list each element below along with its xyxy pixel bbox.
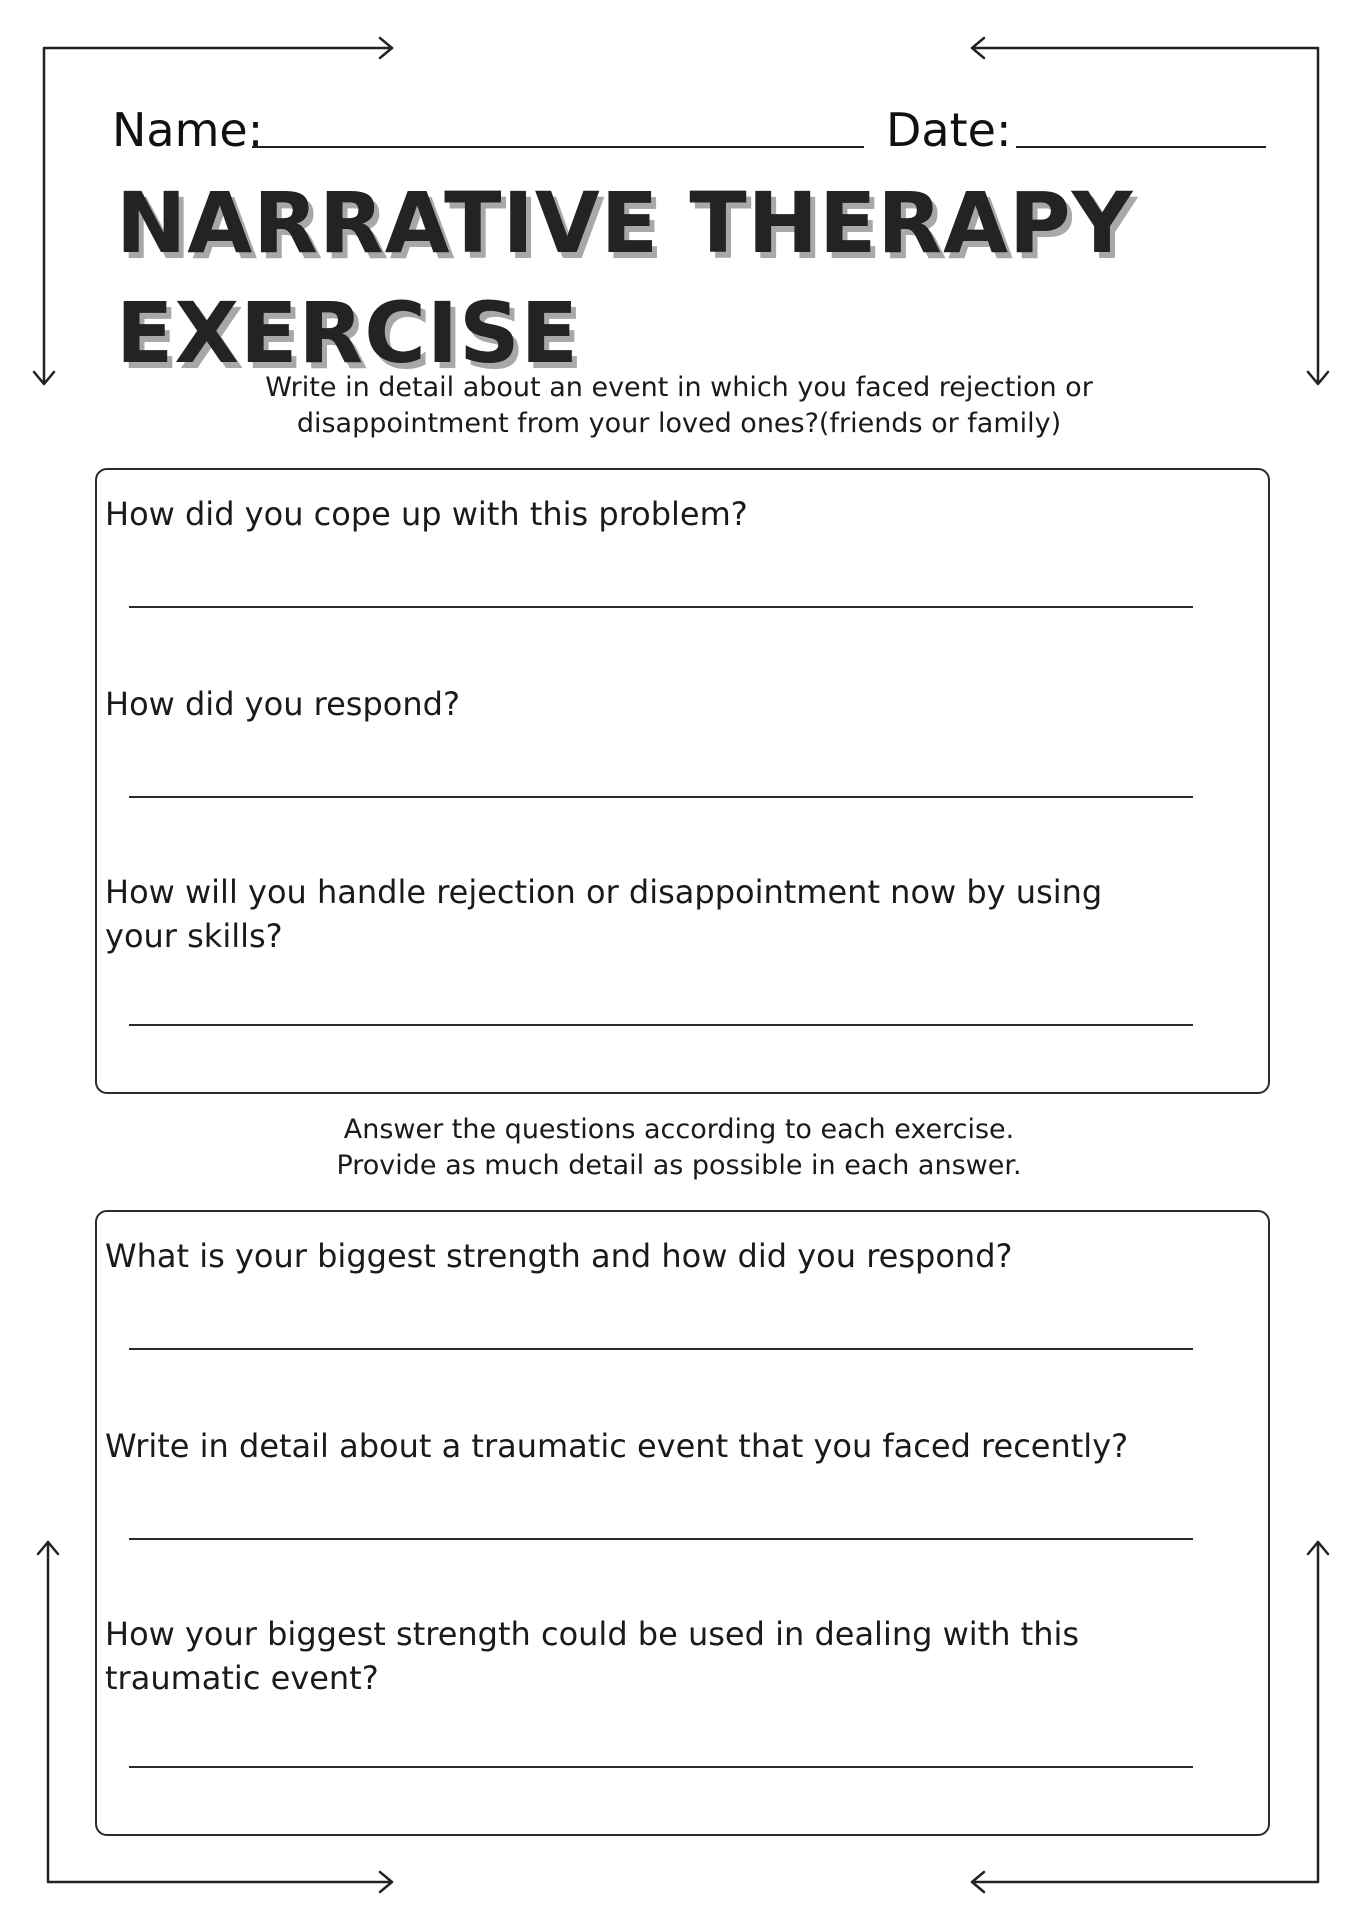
title-line-1: NARRATIVE THERAPY <box>116 174 1134 272</box>
question-biggest-strength: What is your biggest strength and how did you respond? <box>105 1237 1013 1275</box>
name-field[interactable] <box>252 146 864 148</box>
date-label: Date: <box>886 103 1012 157</box>
title-line-2: EXERCISE <box>116 284 579 382</box>
header-fields <box>112 100 1272 160</box>
answer-line-biggest-strength[interactable] <box>129 1348 1193 1350</box>
middle-instruction <box>0 1112 1358 1184</box>
name-label: Name: <box>112 103 264 157</box>
question-cope: How did you cope up with this problem? <box>105 495 748 533</box>
question-box-1 <box>95 468 1270 1094</box>
question-box-2 <box>95 1210 1270 1836</box>
answer-line-traumatic-event[interactable] <box>129 1538 1193 1540</box>
intro-line-2: disappointment from your loved ones?(friends or family) <box>296 408 1062 439</box>
question-handle-rejection: How will you handle rejection or disappointment now by using your skills? <box>105 873 1103 955</box>
middle-line-1: Answer the questions according to each exercise. <box>343 1114 1015 1145</box>
answer-line-strength-usage[interactable] <box>129 1766 1193 1768</box>
intro-instruction <box>0 370 1358 442</box>
question-traumatic-event: Write in detail about a traumatic event that you faced recently? <box>105 1427 1129 1465</box>
intro-line-1: Write in detail about an event in which you faced rejection or <box>265 372 1093 403</box>
page-title <box>116 168 1133 388</box>
answer-line-cope[interactable] <box>129 606 1193 608</box>
answer-line-handle-rejection[interactable] <box>129 1024 1193 1026</box>
date-field[interactable] <box>1016 146 1266 148</box>
question-respond: How did you respond? <box>105 685 460 723</box>
question-strength-usage: How your biggest strength could be used in dealing with this traumatic event? <box>105 1615 1080 1697</box>
middle-line-2: Provide as much detail as possible in each answer. <box>336 1150 1022 1181</box>
answer-line-respond[interactable] <box>129 796 1193 798</box>
